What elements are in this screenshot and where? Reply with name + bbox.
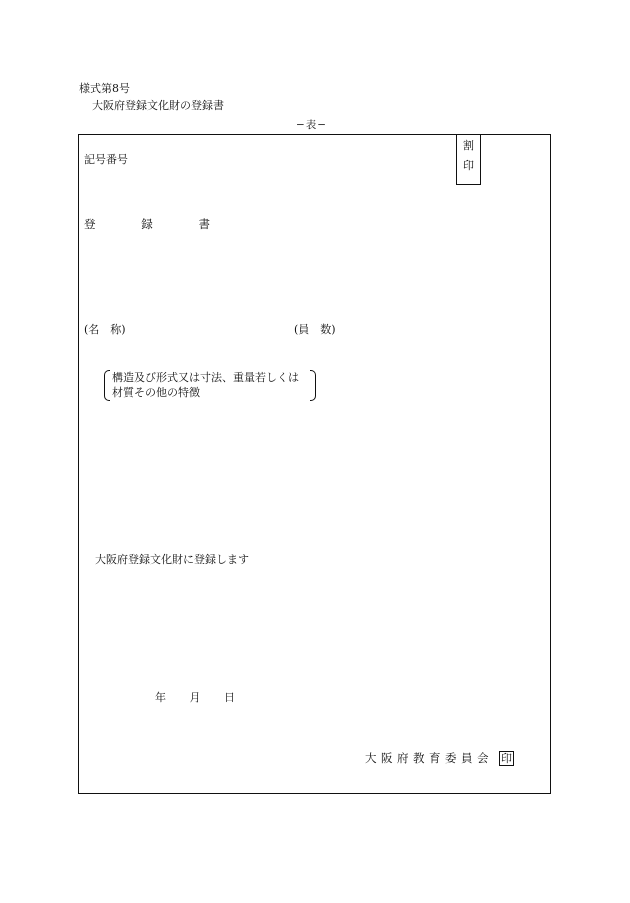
- date-year: 年: [155, 691, 166, 704]
- characteristics-note: [104, 370, 316, 400]
- heading-char-1: 登: [84, 217, 96, 231]
- name-label: (名 称): [84, 323, 126, 336]
- note-line-1: 構造及び形式又は寸法、重量若しくは: [112, 371, 299, 384]
- certificate-frame: [78, 134, 551, 794]
- side-label: −表−: [296, 119, 328, 131]
- tally-seal-box: [456, 134, 481, 185]
- issuer-line: [365, 751, 514, 766]
- form-number-label: 様式第8号: [79, 82, 130, 95]
- left-bracket: [104, 370, 110, 401]
- tally-seal-char-1: 割: [463, 139, 474, 152]
- registration-statement: 大阪府登録文化財に登録します: [95, 553, 249, 566]
- note-line-2: 材質その他の特徴: [112, 386, 200, 399]
- official-seal-stamp: 印: [501, 752, 512, 765]
- heading-char-2: 録: [141, 217, 153, 231]
- tally-seal-char-2: 印: [463, 159, 474, 172]
- date-line: [155, 692, 235, 703]
- form-title: 大阪府登録文化財の登録書: [92, 99, 224, 112]
- count-label: (員 数): [294, 323, 336, 336]
- record-number-label: 記号番号: [84, 153, 128, 166]
- right-bracket: [310, 370, 316, 401]
- heading-char-3: 書: [198, 217, 210, 231]
- date-day: 日: [224, 691, 235, 704]
- date-month: 月: [189, 691, 201, 704]
- issuer-name: 大阪府教育委員会: [365, 750, 493, 765]
- document-heading: [84, 219, 210, 231]
